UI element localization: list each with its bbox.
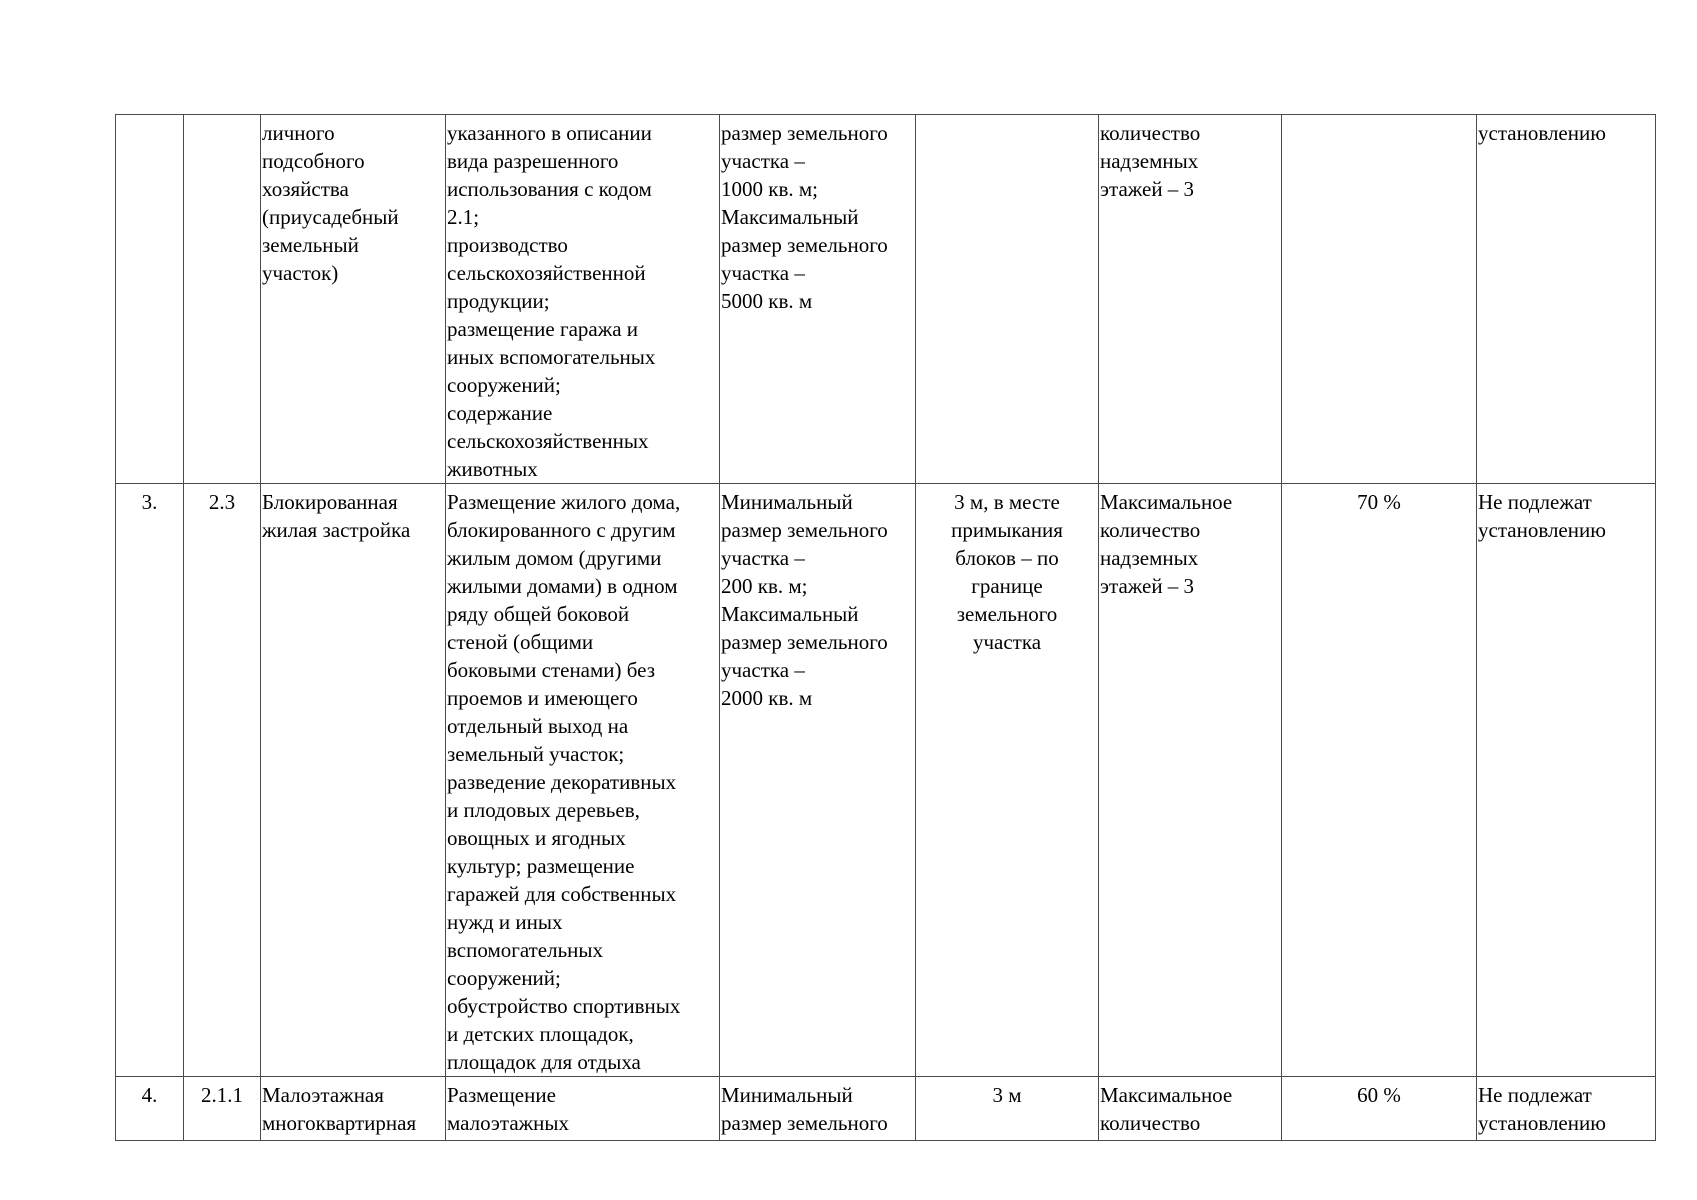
setback-cell (916, 115, 1099, 484)
restrictions-cell: Не подлежат установлению (1477, 484, 1656, 1077)
use-code-cell: 2.3 (184, 484, 261, 1077)
land-use-table (115, 114, 1656, 1141)
use-name-cell: Малоэтажная многоквартирная (261, 1077, 446, 1141)
coverage-cell (1282, 115, 1477, 484)
row-number-cell: 4. (116, 1077, 184, 1141)
table-row (116, 1077, 1656, 1141)
table-row (116, 484, 1656, 1077)
restrictions-cell: Не подлежат установлению (1477, 1077, 1656, 1141)
table-row (116, 115, 1656, 484)
use-code-cell (184, 115, 261, 484)
floors-cell: Максимальное количество надземных этажей – 3 (1099, 484, 1282, 1077)
use-description-cell: Размещение малоэтажных (446, 1077, 720, 1141)
use-code-cell: 2.1.1 (184, 1077, 261, 1141)
coverage-cell: 60 % (1282, 1077, 1477, 1141)
use-name-cell: Блокированная жилая застройка (261, 484, 446, 1077)
plot-size-cell: Минимальный размер земельного (720, 1077, 916, 1141)
use-name-cell: личного подсобного хозяйства (приусадебный земельный участок) (261, 115, 446, 484)
use-description-cell: Размещение жилого дома, блокированного с другим жилым домом (другими жилыми домами) в одном ряду общей боковой стеной (общими боковыми стенами) без проемов и имеющего отдельный выход на земельный участок; разведение декоративных и плодовых деревьев, овощных и ягодных культур; размещение гаражей для собственных нужд и иных вспомогательных сооружений; обустройство спортивных и детских площадок, площадок для отдыха (446, 484, 720, 1077)
floors-cell: Максимальное количество (1099, 1077, 1282, 1141)
plot-size-cell: размер земельного участка – 1000 кв. м; Максимальный размер земельного участка – 5000 кв. м (720, 115, 916, 484)
plot-size-cell: Минимальный размер земельного участка – 200 кв. м; Максимальный размер земельного участка – 2000 кв. м (720, 484, 916, 1077)
use-description-cell: указанного в описании вида разрешенного использования с кодом 2.1; производство сельскохозяйственной продукции; размещение гаража и иных вспомогательных сооружений; содержание сельскохозяйственных животных (446, 115, 720, 484)
setback-cell: 3 м, в месте примыкания блоков – по границе земельного участка (916, 484, 1099, 1077)
setback-cell: 3 м (916, 1077, 1099, 1141)
row-number-cell (116, 115, 184, 484)
row-number-cell: 3. (116, 484, 184, 1077)
floors-cell: количество надземных этажей – 3 (1099, 115, 1282, 484)
coverage-cell: 70 % (1282, 484, 1477, 1077)
restrictions-cell: установлению (1477, 115, 1656, 484)
